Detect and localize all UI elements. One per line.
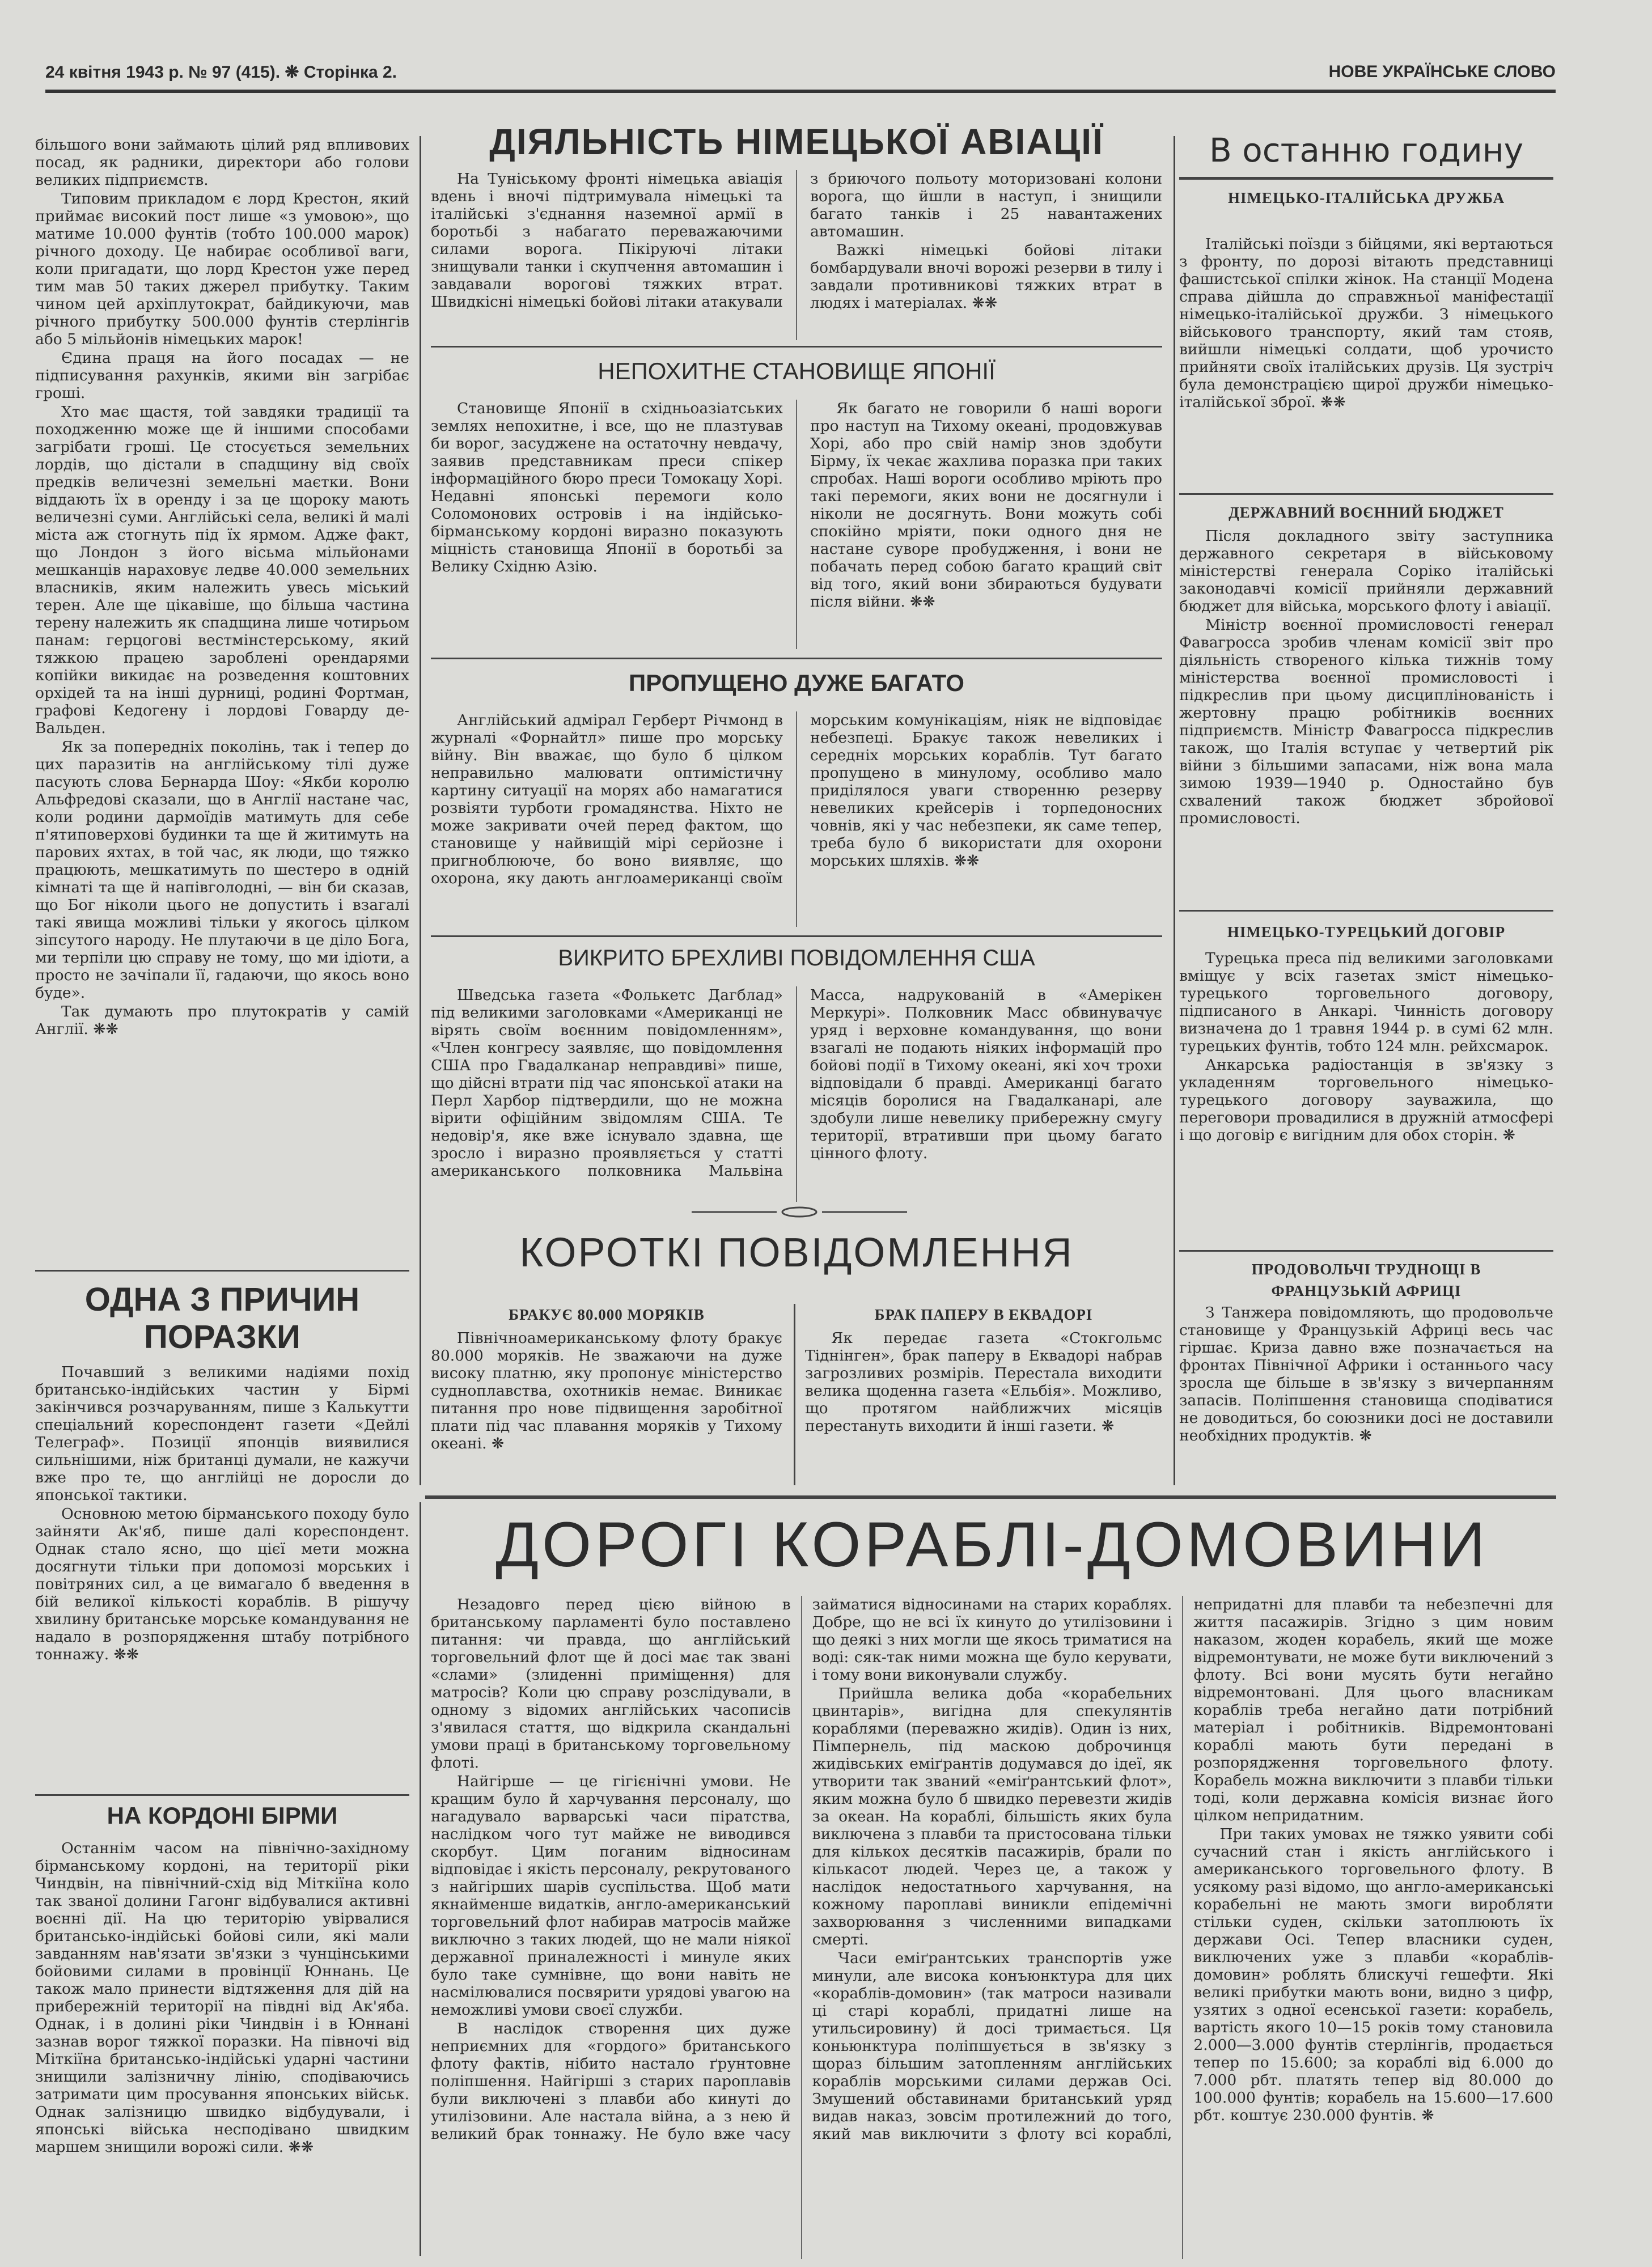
headline-missed: ПРОПУЩЕНО ДУЖЕ БАГАТО	[629, 669, 964, 696]
paragraph: Міністр воєнної промисловості генерал Фавагросса зробив членам комісії звіт про діяльність створеного кілька тижнів тому міністерства воєнної промисловості і підкреслив при цьому дисциплінованість і жертовну працю робітників воєнних підприємств. Міністр Фавагросса підкреслив також, що Італія вступає у четвертий рік війни з більшими запасами, ніж вона мала зимою 1939—1940 р. Одностайно був схвалений також бюджет збройової промисловості.	[1179, 616, 1553, 827]
paragraph: Становище Японії в східньоазіатських землях непохитне, і все, що не плазтував би ворог, засуджене на остаточну невдачу, заявив представникам преси спікер інформаційного бюро преси Томокацу Хорі. Недавні японські перемоги коло Соломонових островів і на індійсько-бірманському кордоні виразно показують міцність становища Японії в боротьбі за Велику Східню Азію.	[431, 400, 783, 575]
headline-aviation: ДІЯЛЬНІСТЬ НІМЕЦЬКОЇ АВІАЦІЇ	[489, 121, 1104, 162]
paragraph: Так думають про плутократів у самій Англії. ❋❋	[35, 1003, 409, 1038]
article-usa	[431, 986, 1162, 1202]
paragraph: Північноамериканському флоту бракує 80.000 моряків. Не зважаючи на дуже високу платню, яку пропонує міністерство судноплавства, охотників немає. Виникає питання про нове підвищення заробітної плати під час плавання моряків у Тихому океані. ❋	[431, 1329, 782, 1452]
article-missed	[431, 711, 1162, 927]
headline-usa: ВИКРИТО БРЕХЛИВІ ПОВІДОМЛЕННЯ США	[558, 946, 1035, 971]
paragraph: Найгірше — це гігієнічні умови. Не кращим було й харчування персоналу, що нагадувало варварські часи піратства, наслідком чого тут майже не виводився скорбут. Цим поганим відносинам відповідає і якість персоналу, рекрутованого з найгірших шарів суспільства. Щоб мати якнайменше видатків, англо-американський торговельний флот набирав матросів майже виключно з таких людей, що не мали ніякої державної приналежності і минуле яких було таке сумнівне, що вони навіть не насмілювалися посвярити урядові увагою на неможливі умови своєї служби.	[431, 1773, 791, 2019]
column-divider	[420, 1502, 421, 2256]
section-rule	[431, 346, 1162, 348]
page-header	[45, 57, 1556, 85]
headline-war-budget: ДЕРЖАВНИЙ ВОЄННИЙ БЮДЖЕТ	[1229, 504, 1504, 521]
article-german-turkish-treaty	[1179, 950, 1553, 1244]
section-rule	[431, 935, 1162, 937]
section-rule	[1179, 1250, 1553, 1252]
section-rule	[1179, 493, 1553, 495]
article-food-difficulties	[1179, 1304, 1553, 1485]
headline-german-italian-friendship: НІМЕЦЬКО-ІТАЛІЙСЬКА ДРУЖБА	[1227, 189, 1505, 206]
paragraph: Турецька преса під великими заголовками вміщує у всіх газетах зміст німецько-турецького торговельного договору, підписаного в Анкарі. Чинність договору визначена до 1 травня 1944 р. в сумі 62 млн. турецьких фунтів, тобто 124 млн. рейхсмарок.	[1179, 950, 1553, 1055]
headline-burma-border: НА КОРДОНІ БІРМИ	[107, 1802, 338, 1829]
headline-german-turkish-treaty: НІМЕЦЬКО-ТУРЕЦЬКИЙ ДОГОВІР	[1227, 923, 1506, 940]
paragraph: Шведська газета «Фолькетс Дагблад» під великими заголовками «Американці не вірять своїм воєнним повідомленням», «Член конгресу заявляє, що повідомлення США про Гвадалканар неправдиві» пише, що дійсні втрати під час японської атаки на Перл Харбор підтвердили, що не можна вірити офіційним звідомлям США. Те недовір'я, яке вже існувало здавна, ще зросло і виразно проявляється у статті американського полковника Мальвіна Масса, надрукованій в «Амерікен Меркурі». Полковник Масс обвинувачує уряд і верховне командування, що вони взагалі не подають ніяких інформацій про бойові події в Тихому океані, які хоч трохи відповідали б правді. Американці багато місяців боролися на Гвадалканарі, але здобули лише невелику прибережну смугу території, втративши при цьому багато цінного флоту.	[431, 986, 1162, 1180]
paragraph: Типовим прикладом є лорд Крестон, який приймає високий пост лише «з умовою», що матиме 10.000 фунтів (тобто 100.000 марок) річного доходу. Це набирає особливої ваги, коли пригадати, що лорд Крестон уже перед тим мав 50 таких джерел прибутку. Таким чином цей архіплутократ, байдикуючи, мав річного прибутку 500.000 фунтів стерлінгів або 5 мільйонів німецьких марок!	[35, 190, 409, 348]
paragraph: Як багато не говорили б наші вороги про наступ на Тихому океані, продовжував Хорі, або про свій намір знов здобути Бірму, їх чекає жахлива поразка при таких спробах. Наші вороги особливо мріють про такі перемоги, яких вони не досягнули і ніколи не досягнуть. Вони можуть собі спокійно мріяти, поки одного дня не настане суворе пробудження, і вони не побачать перед собою багато кращий світ від того, який вони збираються будувати після війни. ❋❋	[810, 400, 1162, 611]
paragraph: Анкарська радіостанція в зв'язку з укладенням торговельного німецько-турецького договору зауважила, що переговори провадилися в дружній атмосфері і що договір є вигідним для обох сторін. ❋	[1179, 1056, 1553, 1144]
headline-food-difficulties: ПРОДОВОЛЬЧІ ТРУДНОЩІ В ФРАНЦУЗЬКІЙ АФРИЦІ	[1251, 1261, 1481, 1299]
paragraph: Основною метою бірманського походу було зайняти Ак'яб, пише далі кореспондент. Однак стало ясно, що цієї мети можна досягнути тільки при допомозі морських і повітряних сил, а це вимагало б введення в бій великої кількості кораблів. В рішучу хвилину британське морське командування не надало в розпорядження штабу потрібного тоннажу. ❋❋	[35, 1505, 409, 1663]
paragraph: Як передає газета «Стокгольмс Тіднінген», брак паперу в Еквадорі набрав загрозливих розмірів. Перестала виходити велика щоденна газета «Ельбія». Можливо, що протягом найближчих місяців перестануть виходити й інші газети. ❋	[805, 1329, 1162, 1435]
headline-paper: БРАК ПАПЕРУ В ЕКВАДОРІ	[874, 1306, 1093, 1323]
column-divider	[1174, 136, 1175, 1485]
paragraph: Почавший з великими надіями похід британсько-індійських частин у Бірмі закінчився розчаруванням, пише з Калькутти спеціальний кореспондент газети «Дейлі Телеграф». Позиції японців виявилися сильнішими, ніж британці думали, не кажучи вже про те, що англійці не доросли до японської тактики.	[35, 1363, 409, 1504]
column-divider	[794, 1304, 795, 1485]
article-sailors	[431, 1329, 782, 1482]
paragraph: Італійські поїзди з бійцями, які вертаються з фронту, по дорозі вітають представниці фашистської спілки жінок. На станції Модена справа дійшла до справжньої маніфестації німецько-італійської дружби. З німецького військового транспорту, який там стояв, вийшли німецькі солдати, щоб урочисто прийняти своїх італійських друзів. Ця зустріч була демонстрацією щирої дружби німецько-італійської зброї. ❋❋	[1179, 235, 1553, 411]
paragraph: Незадовго перед цією війною в британському парламенті було поставлено питання: чи правда, що англійський торговельний флот ще й досі має так звані «слами» (злиденні приміщення) для матросів? Коли цю справу розслідували, в одному з відомих англійських часописів з'явилася стаття, що відкрила скандальні умови праці в британському торговельному флоті.	[431, 1596, 791, 1772]
article-japan	[431, 400, 1162, 649]
section-rule	[35, 1794, 409, 1796]
article-aviation	[431, 170, 1162, 340]
paragraph: більшого вони займають цілий ряд впливових посад, як радники, директори або голови великих підприємств.	[35, 136, 409, 189]
headline-last-hour: В останню годину	[1209, 131, 1524, 170]
section-rule	[431, 658, 1162, 659]
paragraph: З Танжера повідомляють, що продовольче становище у Французькій Африці весь час гіршає. Криза давно вже позначається на фронтах Північної Африки і останнього часу зросла ще більше в зв'язку з вичерпанням запасів. Поліпшення становища сподіватися не доводиться, бо союзники досі не доставили необхідних продуктів. ❋	[1179, 1304, 1553, 1444]
paragraph: В наслідок створення цих дуже неприємних для «гордого» британського флоту фактів, нібито настало ґрунтовне поліпшення. Найгірші з старих пароплавів були виключені з плавби або кинуті до утилізовини. Але настала війна, а з нею й великий брак тоннажу. Не було вже часу займатися відносинами на старих кораблях. Добре, що не всі їх кинуто до утилізовини і що деякі з них могли ще якось триматися на воді: сяк-так ними можна ще було керувати, і тому вони виконували службу.	[431, 1596, 1172, 2143]
paragraph: Єдина праця на його посадах — не підписування рахунків, якими він загрібає гроші.	[35, 349, 409, 402]
issue-date-line: 24 квітня 1943 р. № 97 (415). ❋ Сторінка 2.	[45, 63, 397, 82]
article-plutocrats	[35, 136, 409, 1264]
paragraph: Хто має щастя, той завдяки традиції та походженню може ще й іншими способами загрібати гроші. Це стосується земельних лордів, що дістали в спадщину від своїх предків величезні земельні маєтки. Вони віддають їх в оренду і за це щороку мають величезні суми. Англійські села, великі й малі міста аж стогнуть під їх ярмом. Адже факт, що Лондон з його вісьма мільйонами мешканців нараховує ледве 40.000 земельних власників, яким належить увесь міський терен. Але ще цікавіше, що більша частина терену належить як спадщина лише чотирьом панам: герцогові вестмінстерському, який тяжкою працею зароблені орендарями копійки викидає на розведення коштовних орхідей та на інші дурниці, родині Фортман, графові Кедогену і лордові Говарду де-Вальден.	[35, 403, 409, 737]
column-divider	[420, 136, 421, 1485]
paragraph: При таких умовах не тяжко уявити собі сучасний стан і якість англійського і американського торговельного флоту. В усякому разі відомо, що англо-американські корабельні не мають змоги виробляти стільки суден, скільки затоплюють їх держави Осі. Тепер власники суден, виключених уже з плавби «кораблів-домовин» роблять блискучі гешефти. Які великі прибутки мають вони, видно з цифр, узятих з одної есенської газети: корабель, вартість якого 10—15 років тому становила 2.000—3.000 фунтів стерлінгів, продається тепер по 15.600; за кораблі від 6.000 до 7.000 рбт. платять тепер від 80.000 до 100.000 фунтів; корабель на 15.600—17.600 рбт. коштує 230.000 фунтів. ❋	[1193, 1825, 1553, 2124]
section-rule	[35, 1270, 409, 1272]
headline-one-reason: ОДНА З ПРИЧИН ПОРАЗКИ	[84, 1281, 360, 1355]
paragraph: Останнім часом на північно-західному бірманському кордоні, на території ріки Чиндвін, на північний-схід від Міткіїна коло так званої долини Гагонг відбувалися активні воєнні дії. На цю територію увірвалися британсько-індійські бойові сили, які мали завданням нав'язати зв'язки з чунцінськими бойовими силами в провінції Юннань. Це також мало принести відтяження для дій на прибережній території на півдні від Ак'яба. Однак, і в долині ріки Чиндвін і в Юннані зазнав ворог тяжкої поразки. На півночі від Міткіїна британсько-індійські ударні частини знищили залізничну лінію, сподіваючись затримати цим просування японських військ. Однак залізницю швидко відбудували, і японські війська несподівано швидким маршем знищили ворожі сили. ❋❋	[35, 1840, 409, 2156]
headline-short-news: КОРОТКІ ПОВІДОМЛЕННЯ	[519, 1230, 1074, 1276]
article-one-reason	[35, 1363, 409, 1800]
section-rule	[1179, 910, 1553, 912]
article-paper	[805, 1329, 1162, 1482]
headline-coffin-ships: ДОРОГІ КОРАБЛІ-ДОМОВИНИ	[495, 1509, 1489, 1580]
article-german-italian-friendship	[1179, 235, 1553, 482]
ornament-divider	[692, 1205, 907, 1219]
section-rule	[1179, 177, 1553, 180]
headline-sailors: БРАКУЄ 80.000 МОРЯКІВ	[509, 1306, 705, 1323]
paragraph: Після докладного звіту заступника державного секретаря в військовому міністерстві генерала Соріко італійські законодавчі комісії прийняли державний бюджет для війська, морського флоту і авіації.	[1179, 527, 1553, 615]
paragraph: На Туніському фронті німецька авіація вдень і вночі підтримувала німецькі та італійські з'єднання наземної армії в боротьбі з набагато переважаючими силами ворога. Пікіруючі літаки знищували танки і скупчення автомашин і завдавали ворогові тяжких втрат. Швидкісні німецькі бойові літаки атакували з бриючого польоту моторизовані колони ворога, що йшли в наступ, і знищили багато танків і 25 навантажених автомашин.	[431, 170, 1162, 311]
paragraph: Як за попередніх поколінь, так і тепер до цих паразитів на англійському тілі дуже пасують слова Бернарда Шоу: «Якби королю Альфредові сказали, що в Англії настане час, коли родини дармоїдів матимуть для себе п'ятиповерхові будинки та ще й житимуть на парових яхтах, в той час, як люди, що тяжко працюють, мешкатимуть по шестеро в одній кімнаті та ще й напівголодні, — він би сказав, що Бог ніколи цього не допустить і взагалі такі явища можливі тільки у якогось цілком зіпсутого народу. Не плутаючи в це діло Бога, ми терпіли цю справу не тому, що ми ідіоти, а просто не зачіпали її, гадаючи, що якось воно буде».	[35, 738, 409, 1002]
article-war-budget	[1179, 527, 1553, 901]
headline-japan: НЕПОХИТНЕ СТАНОВИЩЕ ЯПОНІЇ	[598, 358, 996, 384]
paragraph: Англійський адмірал Герберт Річмонд в журналі «Форнайтл» пише про морську війну. Він вважає, що було б цілком неправильно малювати оптимістичну картину ситуації на морях або намагатися розвіяти турботи громадянства. Ніхто не може закривати очей перед фактом, що становище у найвищій мірі серйозне і пригноблююче, бо воно виявляє, що охорона, яку дають англоамериканці своїм морським комунікаціям, ніяк не відповідає небезпеці. Бракує також невеликих і середніх морських кораблів. Тут багато пропущено в минулому, особливо мало приділялося уваги створенню резерву невеликих крейсерів і торпедоносних човнів, які у час небезпеки, як саме тепер, треба було б використати для охорони морських шляхів. ❋❋	[431, 711, 1162, 887]
newspaper-name: НОВЕ УКРАЇНСЬКЕ СЛОВО	[1328, 62, 1556, 81]
paragraph: Прийшла велика доба «корабельних цвинтарів», вигідна для спекулянтів кораблями (переважно жидів). Один із них, Пімпернель, під маскою доброчинця жидівських еміґрантів додумався до ідеї, як утворити так званий «еміґрантський флот», яким можна було б швидко перевезти жидів за океан. На кораблі, більшість яких була виключена з плавби та пристосована тільки для кількох десятків пасажирів, брали по кількасот людей. Через це, а також у наслідок недостатнього харчування, на кожному пароплаві виникли епідемічні захворювання з численними випадками смерті.	[812, 1685, 1172, 1948]
article-coffin-ships	[431, 1596, 1553, 2259]
article-burma-border	[35, 1840, 409, 2259]
section-rule	[425, 1495, 1556, 1499]
paragraph: Важкі німецькі бойові літаки бомбардували вночі ворожі резерви в тилу і завдали противникові тяжких втрат в людях і матеріалах. ❋❋	[810, 241, 1162, 312]
header-rule	[45, 90, 1556, 93]
paragraph: Часи еміґрантських транспортів уже минули, але висока конъюнктура для цих «кораблів-домовин» (так матроси називали ці старі кораблі, придатні лише на утильсировину) й досі тримається. Ця коньюнктура поліпшується в зв'язку з щораз більшим затопленням англійських кораблів морськими силами держав Осі. Змушений обставинами британський уряд видав наказ, зовсім протилежний до того, який мав виключити з флоту всі кораблі, непридатні для плавби та небезпечні для життя пасажирів. Згідно з цим новим наказом, жоден корабель, який ще може відремонтувати, не може бути виключений з флоту. Всі вони мусять бути негайно відремонтовані. Для цього власникам кораблів треба негайно дати потрібний матеріал і робітників. Відремонтовані кораблі мають бути передані в розпорядження торговельного флоту. Корабель можна виключити з плавби тільки тоді, коли державна комісія визнає його цілком непридатним.	[812, 1596, 1553, 2143]
